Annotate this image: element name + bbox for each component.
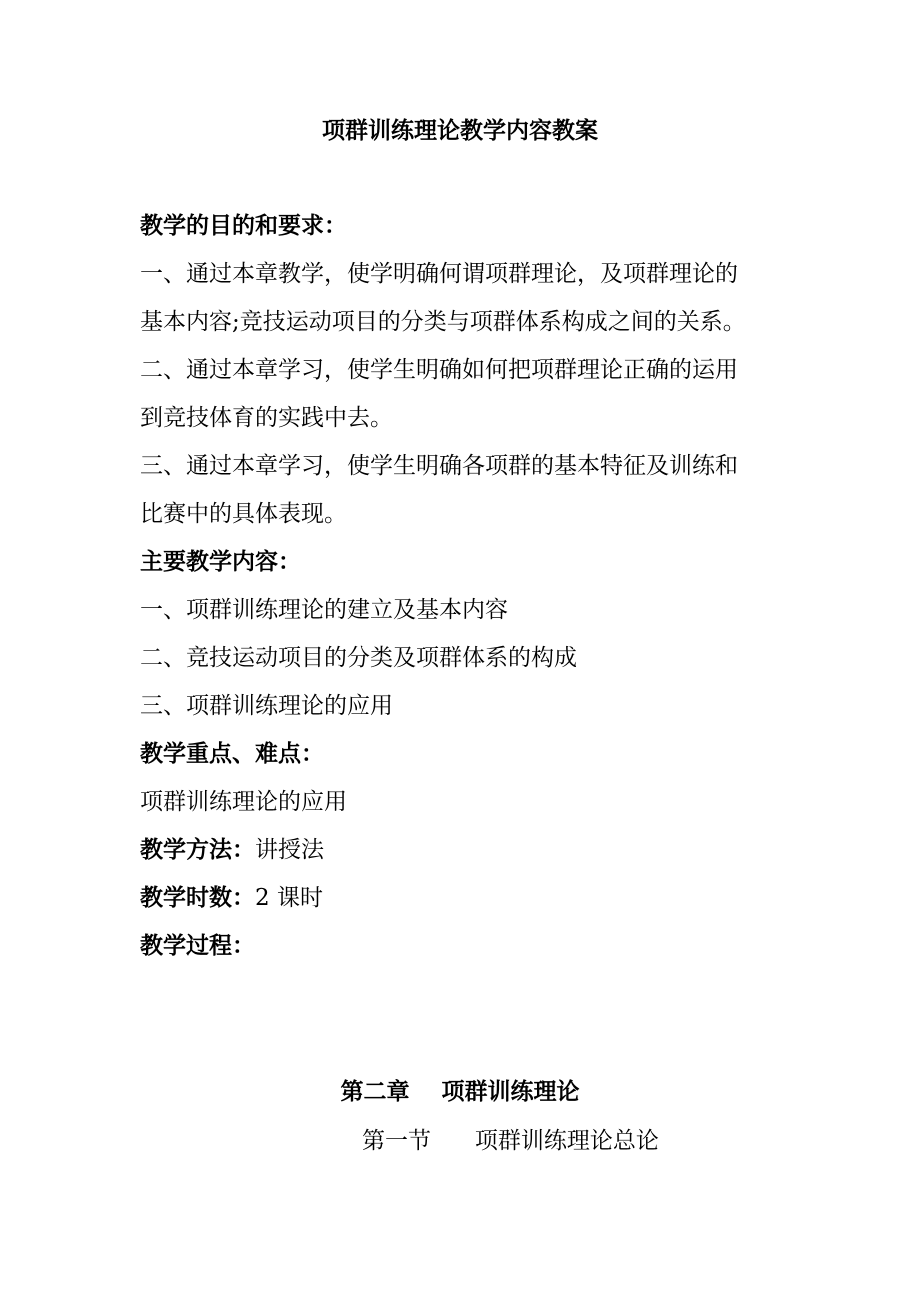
method-value: 讲授法 — [255, 837, 324, 863]
content-heading: 主要教学内容： — [140, 549, 301, 575]
objectives-line-1: 一、通过本章教学，使学明确何谓项群理论，及项群理论的 — [140, 261, 738, 287]
section-title: 第一节 项群训练理论总论 — [362, 1128, 659, 1154]
objectives-line-5: 三、通过本章学习，使学生明确各项群的基本特征及训练和 — [140, 453, 738, 479]
method-label: 教学方法： — [140, 837, 255, 863]
objectives-line-2: 基本内容;竞技运动项目的分类与项群体系构成之间的关系。 — [140, 309, 746, 335]
chapter-title: 第二章 项群训练理论 — [340, 1079, 580, 1105]
method-line — [140, 835, 790, 865]
content-item-1: 一、项群训练理论的建立及基本内容 — [140, 597, 508, 623]
objectives-line-4: 到竞技体育的实践中去。 — [140, 405, 393, 431]
content-item-2: 二、竞技运动项目的分类及项群体系的构成 — [140, 645, 577, 671]
document-title: 项群训练理论教学内容教案 — [322, 118, 598, 144]
objectives-line-3: 二、通过本章学习，使学生明确如何把项群理论正确的运用 — [140, 357, 738, 383]
key-points-text: 项群训练理论的应用 — [140, 789, 347, 815]
process-heading: 教学过程： — [140, 933, 255, 959]
hours-value: 2 课时 — [255, 885, 323, 911]
objectives-line-6: 比赛中的具体表现。 — [140, 501, 347, 527]
content-item-3: 三、项群训练理论的应用 — [140, 693, 393, 719]
objectives-heading: 教学的目的和要求： — [140, 213, 347, 239]
hours-label: 教学时数： — [140, 885, 255, 911]
hours-line — [140, 883, 790, 913]
key-points-heading: 教学重点、难点： — [140, 741, 324, 767]
